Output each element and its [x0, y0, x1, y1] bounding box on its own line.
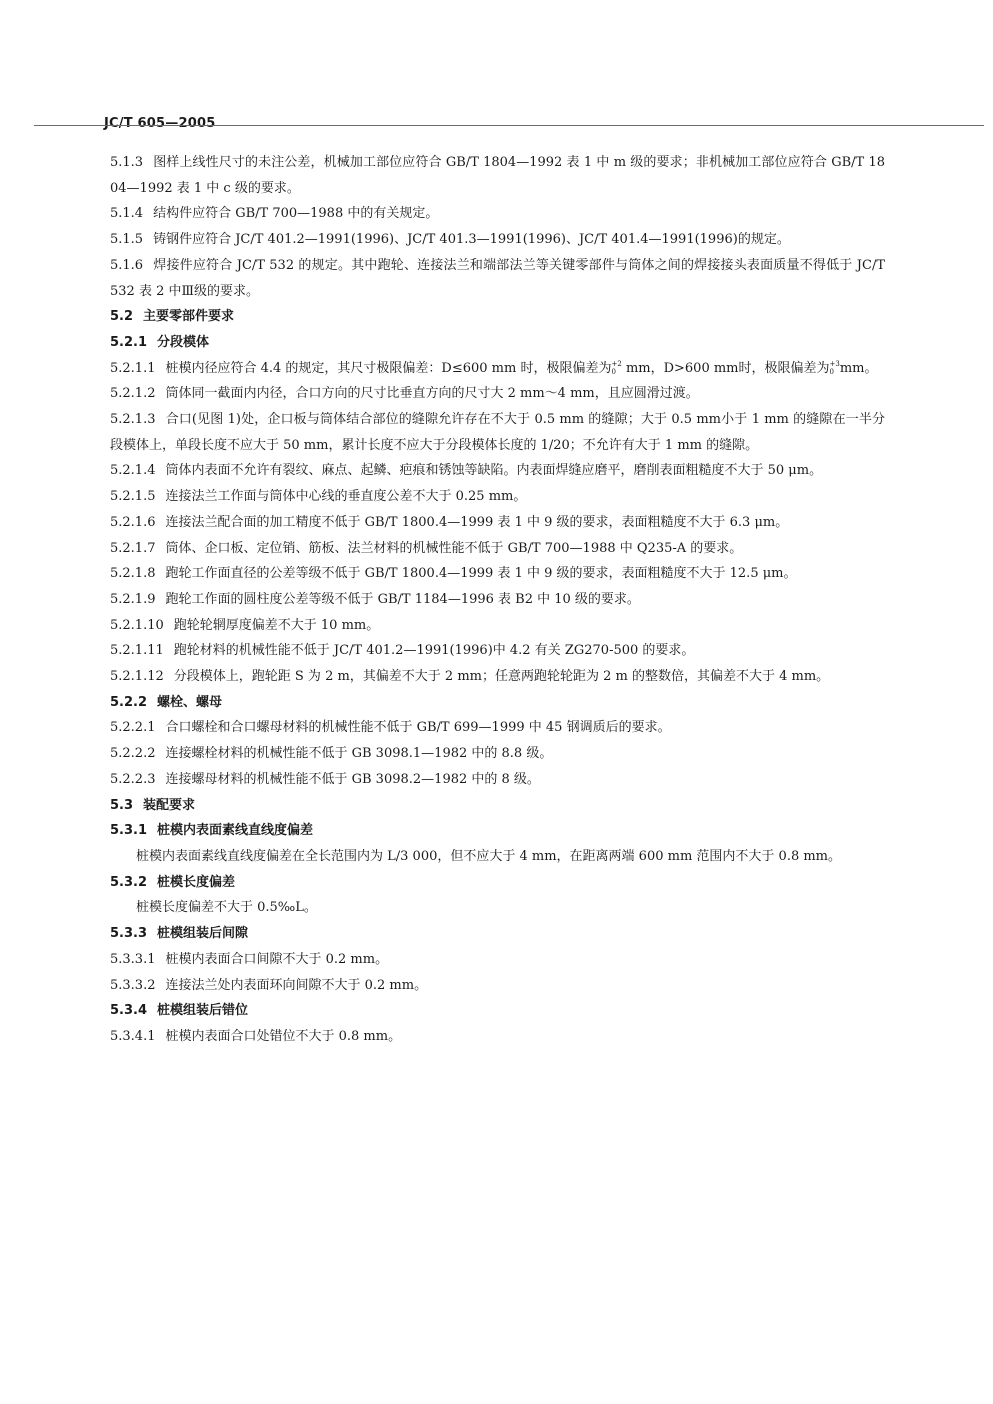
clause-5-3-4-1: [110, 1024, 885, 1050]
clause-text: 跑轮工作面的圆柱度公差等级不低于 GB/T 1184—1996 表 B2 中 10 级的要求。: [165, 591, 640, 607]
clause-number: 5.2.1.9: [110, 591, 156, 607]
clause-text: 铸钢件应符合 JC/T 401.2—1991(1996)、JC/T 401.3—1991(1996)、JC/T 401.4—1991(1996)的规定。: [153, 232, 790, 248]
tolerance-lower: 0: [611, 367, 616, 376]
clause-text: 筒体同一截面内内径，合口方向的尺寸比垂直方向的尺寸大 2 mm～4 mm，且应圆滑过渡。: [165, 386, 699, 402]
clause-number: 5.2.1.6: [110, 514, 156, 530]
section-heading-5-2-2: [110, 690, 885, 716]
clause-5-2-2-2: [110, 741, 885, 767]
clause-text: mm。: [839, 360, 878, 376]
section-number: 5.3: [110, 797, 134, 813]
clause-5-3-3-1: [110, 947, 885, 973]
section-title: 桩模长度偏差: [157, 874, 236, 890]
section-title: 螺栓、螺母: [157, 694, 223, 710]
clause-text: 图样上线性尺寸的未注公差，机械加工部位应符合 GB/T 1804—1992 表 1 中 m 级的要求；非机械加工部位应符合 GB/T 1804—1992 表 1 中 c 级的要求。: [110, 155, 885, 196]
paragraph-text: 桩模长度偏差不大于 0.5‰L。: [136, 900, 317, 916]
paragraph-5-3-1-body: [110, 844, 885, 870]
section-heading-5-3-2: [110, 870, 885, 896]
clause-number: 5.3.4.1: [110, 1028, 156, 1044]
clause-text: 连接法兰处内表面环向间隙不大于 0.2 mm。: [165, 977, 428, 993]
clause-text: 筒体内表面不允许有裂纹、麻点、起鳞、疤痕和锈蚀等缺陷。内表面焊缝应磨平，磨削表面粗糙度不大于 50 μm。: [165, 463, 823, 479]
clause-5-2-1-8: [110, 561, 885, 587]
section-heading-5-2: [110, 304, 885, 330]
clause-text: 连接法兰配合面的加工精度不低于 GB/T 1800.4—1999 表 1 中 9 级的要求，表面粗糙度不大于 6.3 μm。: [165, 514, 789, 530]
clause-text: 连接螺母材料的机械性能不低于 GB 3098.2—1982 中的 8 级。: [165, 771, 540, 787]
tolerance-stack: [830, 360, 840, 376]
clause-text: 连接法兰工作面与筒体中心线的垂直度公差不大于 0.25 mm。: [165, 489, 527, 505]
section-number: 5.2.2: [110, 694, 148, 710]
clause-text: 合口螺栓和合口螺母材料的机械性能不低于 GB/T 699—1999 中 45 钢调质后的要求。: [165, 720, 671, 736]
document-body: [110, 150, 885, 1050]
clause-text: 筒体、企口板、定位销、筋板、法兰材料的机械性能不低于 GB/T 700—1988 中 Q235-A 的要求。: [165, 540, 743, 556]
clause-5-2-1-4: [110, 458, 885, 484]
section-heading-5-3-1: [110, 818, 885, 844]
clause-number: 5.2.2.1: [110, 720, 156, 736]
section-number: 5.3.1: [110, 823, 148, 839]
clause-text: 结构件应符合 GB/T 700—1988 中的有关规定。: [153, 206, 439, 222]
clause-5-2-1-1: [110, 356, 885, 382]
clause-text: 桩模内径应符合 4.4 的规定，其尺寸极限偏差：D≤600 mm 时，极限偏差为: [165, 360, 612, 376]
paragraph-5-3-2-body: [110, 895, 885, 921]
section-number: 5.3.4: [110, 1003, 148, 1019]
clause-5-2-1-12: [110, 664, 885, 690]
clause-5-2-1-7: [110, 536, 885, 562]
tolerance-upper: +2: [611, 359, 622, 368]
clause-5-2-1-9: [110, 587, 885, 613]
section-title: 分段模体: [157, 334, 210, 350]
clause-5-2-2-1: [110, 715, 885, 741]
clause-number: 5.2.1.11: [110, 643, 164, 659]
clause-text: 分段模体上，跑轮距 S 为 2 m，其偏差不大于 2 mm；任意两跑轮轮距为 2 m 的整数倍，其偏差不大于 4 mm。: [173, 669, 830, 685]
clause-number: 5.2.1.2: [110, 386, 156, 402]
clause-text: 连接螺栓材料的机械性能不低于 GB 3098.1—1982 中的 8.8 级。: [165, 746, 553, 762]
section-title: 装配要求: [143, 797, 196, 813]
section-title: 主要零部件要求: [143, 309, 235, 325]
clause-number: 5.2.1.4: [110, 463, 156, 479]
clause-text: 跑轮材料的机械性能不低于 JC/T 401.2—1991(1996)中 4.2 有关 ZG270-500 的要求。: [173, 643, 695, 659]
clause-text: 桩模内表面合口处错位不大于 0.8 mm。: [165, 1028, 402, 1044]
clause-text: 合口(见图 1)处，企口板与筒体结合部位的缝隙允许存在不大于 0.5 mm 的缝隙；大于 0.5 mm小于 1 mm 的缝隙在一半分段模体上，单段长度不应大于 50 mm，累计长度不应大于分段模体长度的 1/20；不允许有大于 1 mm 的缝隙。: [110, 412, 885, 453]
section-title: 桩模组装后错位: [157, 1003, 249, 1019]
section-number: 5.2.1: [110, 334, 148, 350]
clause-text: 焊接件应符合 JC/T 532 的规定。其中跑轮、连接法兰和端部法兰等关键零部件与筒体之间的焊接接头表面质量不得低于 JC/T 532 表 2 中Ⅲ级的要求。: [110, 257, 885, 299]
clause-text: 跑轮工作面直径的公差等级不低于 GB/T 1800.4—1999 表 1 中 9 级的要求，表面粗糙度不大于 12.5 μm。: [165, 566, 797, 582]
clause-5-1-3: [110, 150, 885, 201]
section-heading-5-3-4: [110, 998, 885, 1024]
clause-number: 5.2.1.12: [110, 669, 164, 685]
clause-number: 5.1.3: [110, 155, 144, 170]
clause-5-2-1-6: [110, 510, 885, 536]
tolerance-upper: +3: [829, 359, 840, 368]
section-heading-5-3-3: [110, 921, 885, 947]
section-number: 5.2: [110, 309, 134, 325]
clause-number: 5.1.5: [110, 232, 144, 248]
clause-5-2-1-11: [110, 638, 885, 664]
clause-5-1-6: [110, 253, 885, 304]
clause-number: 5.2.2.2: [110, 746, 156, 762]
clause-5-2-1-10: [110, 613, 885, 639]
section-title: 桩模内表面素线直线度偏差: [157, 823, 314, 839]
clause-text: mm，D>600 mm时，极限偏差为: [621, 360, 830, 376]
clause-number: 5.2.1.5: [110, 489, 156, 505]
tolerance-lower: 0: [829, 367, 834, 376]
clause-number: 5.3.3.2: [110, 977, 156, 993]
document-code: JC/T 605—2005: [104, 116, 216, 131]
clause-5-1-5: [110, 227, 885, 253]
clause-text: 跑轮轮辋厚度偏差不大于 10 mm。: [173, 617, 380, 633]
clause-number: 5.3.3.1: [110, 951, 156, 967]
clause-number: 5.2.1.3: [110, 412, 156, 428]
clause-number: 5.2.1.8: [110, 566, 156, 582]
tolerance-stack: [611, 360, 621, 376]
clause-5-3-3-2: [110, 973, 885, 999]
clause-5-2-1-2: [110, 381, 885, 407]
clause-5-2-1-3: [110, 407, 885, 458]
clause-text: 桩模内表面合口间隙不大于 0.2 mm。: [165, 951, 389, 967]
clause-number: 5.2.1.10: [110, 617, 164, 633]
clause-5-2-1-5: [110, 484, 885, 510]
clause-number: 5.1.6: [110, 257, 144, 273]
section-number: 5.3.3: [110, 926, 148, 942]
clause-5-2-2-3: [110, 767, 885, 793]
clause-number: 5.2.1.1: [110, 360, 156, 376]
paragraph-text: 桩模内表面素线直线度偏差在全长范围内为 L/3 000，但不应大于 4 mm，在距离两端 600 mm 范围内不大于 0.8 mm。: [136, 848, 842, 864]
clause-number: 5.1.4: [110, 206, 144, 222]
section-number: 5.3.2: [110, 874, 148, 890]
section-title: 桩模组装后间隙: [157, 926, 249, 942]
clause-number: 5.2.1.7: [110, 540, 156, 556]
clause-number: 5.2.2.3: [110, 771, 156, 787]
section-heading-5-3: [110, 793, 885, 819]
clause-5-1-4: [110, 201, 885, 227]
section-heading-5-2-1: [110, 330, 885, 356]
header-rule: [34, 125, 984, 126]
